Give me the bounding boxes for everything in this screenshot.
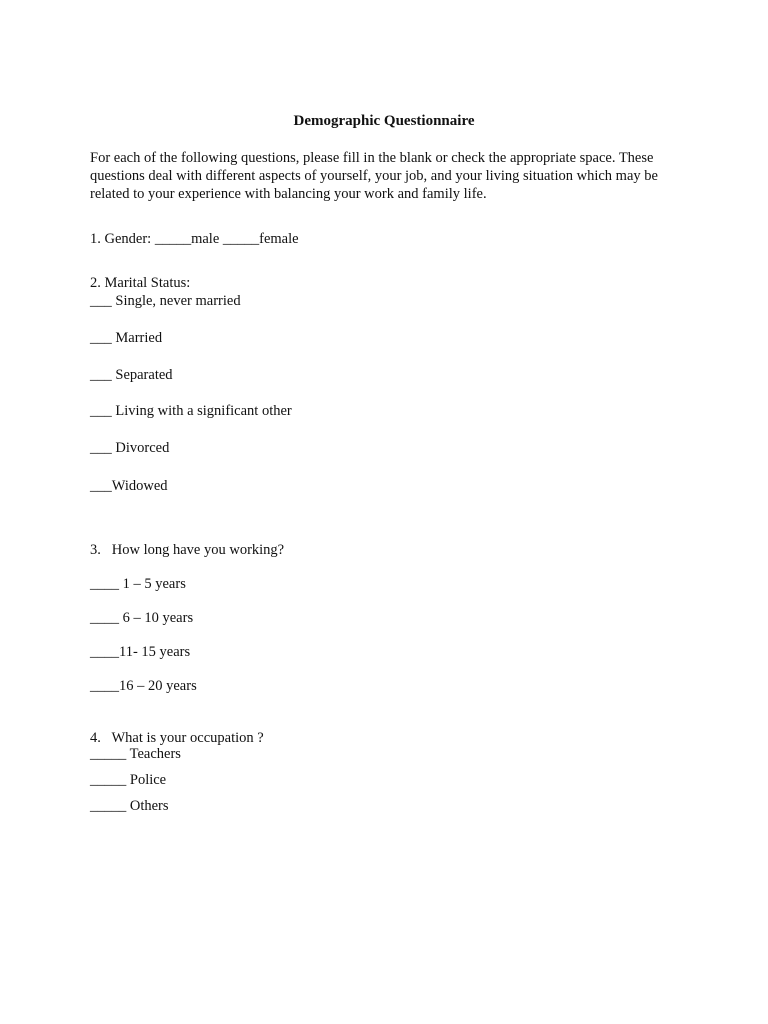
option-married: ___ Married [90,330,163,346]
intro-line-3: related to your experience with balancing your work and family life. [90,186,487,202]
option-teachers: _____ Teachers [90,746,181,762]
option-others: _____ Others [90,798,169,814]
option-single: ___ Single, never married [90,293,241,309]
question-marital-status: 2. Marital Status: [90,275,191,291]
page-title: Demographic Questionnaire [293,113,475,129]
intro-line-2: questions deal with different aspects of yourself, your job, and your living situation which may be [90,168,658,184]
option-16-20-years: ____16 – 20 years [90,678,197,694]
option-separated: ___ Separated [90,367,173,383]
intro-line-1: For each of the following questions, please fill in the blank or check the appropriate space. These [90,150,654,166]
option-11-15-years: ____11- 15 years [90,644,191,660]
option-divorced: ___ Divorced [90,440,170,456]
option-6-10-years: ____ 6 – 10 years [90,610,194,626]
question-occupation: 4. What is your occupation ? [90,730,264,746]
option-significant-other: ___ Living with a significant other [90,403,292,419]
question-gender: 1. Gender: _____male _____female [90,231,299,247]
option-police: _____ Police [90,772,167,788]
option-1-5-years: ____ 1 – 5 years [90,576,186,592]
question-working-years: 3. How long have you working? [90,542,285,558]
option-widowed: ___Widowed [90,478,168,494]
